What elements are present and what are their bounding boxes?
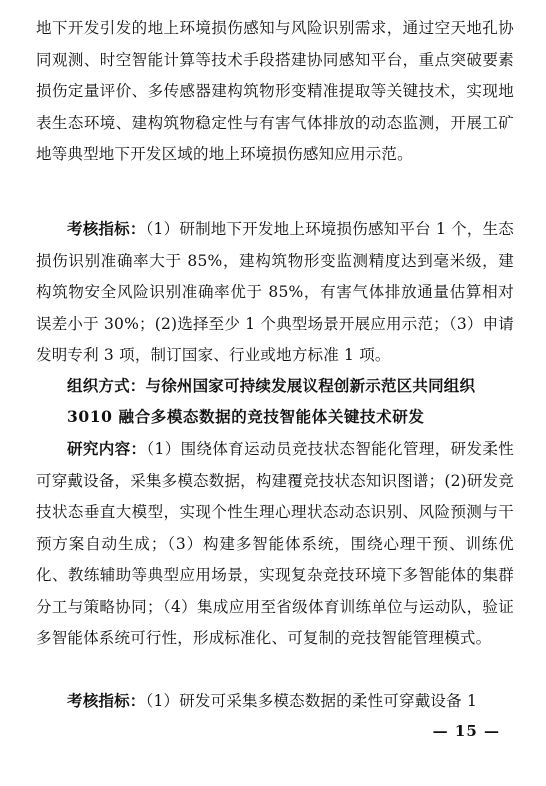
research-paragraph: [36, 433, 514, 655]
research-label: 研究内容：: [67, 439, 147, 458]
project-title: 3010 融合多模态数据的竞技智能体关键技术研发: [67, 407, 425, 426]
assessment-text: （1）研制地下开发地上环境损伤感知平台 1 个，生态损伤识别准确率大于 85%，建构筑物形变监测精度达到毫米级，建构筑物安全风险识别准确率优于 85%，有害气体排放通量估算相对误差小于 30%；(2)选择至少 1 个典型场景开展应用示范；（3）申请发明专利 3 项，制订国家、行业或地方标准 1 项。: [36, 220, 514, 364]
assessment-paragraph-1: [36, 213, 514, 372]
intro-paragraph: 地下开发引发的地上环境损伤感知与风险识别需求，通过空天地孔协同观测、时空智能计算等技术手段搭建协同感知平台，重点突破要素损伤定量评价、多传感器建构筑物形变精准提取等关键技术，实现地表生态环境、建构筑物稳定性与有害气体排放的动态监测，开展工矿地等典型地下开发区域的地上环境损伤感知应用示范。: [36, 19, 514, 163]
assessment-paragraph-2: [36, 685, 514, 718]
organization-line: 组织方式：与徐州国家可持续发展议程创新示范区共同组织: [67, 376, 476, 395]
assessment-text-2: （1）研发可采集多模态数据的柔性可穿戴设备 1: [145, 692, 478, 710]
assessment-label-2: 考核指标：: [67, 691, 146, 710]
research-text: （1）围绕体育运动员竞技状态智能化管理，研发柔性可穿戴设备，采集多模态数据，构建覆竞技状态知识图谱；(2)研发竞技状态垂直大模型，实现个性生理心理状态动态识别、风险预测与干预方案自动生成；（3）构建多智能体系统，围绕心理干预、训练优化、教练辅助等典型应用场景，实现复杂竞技环境下多智能体的集群分工与策略协同；（4）集成应用至省级体育训练单位与运动队，验证多智能体系统可行性，形成标准化、可复制的竞技智能管理模式。: [36, 440, 514, 647]
page-number: — 15 —: [432, 722, 500, 740]
assessment-label: 考核指标：: [67, 219, 146, 238]
